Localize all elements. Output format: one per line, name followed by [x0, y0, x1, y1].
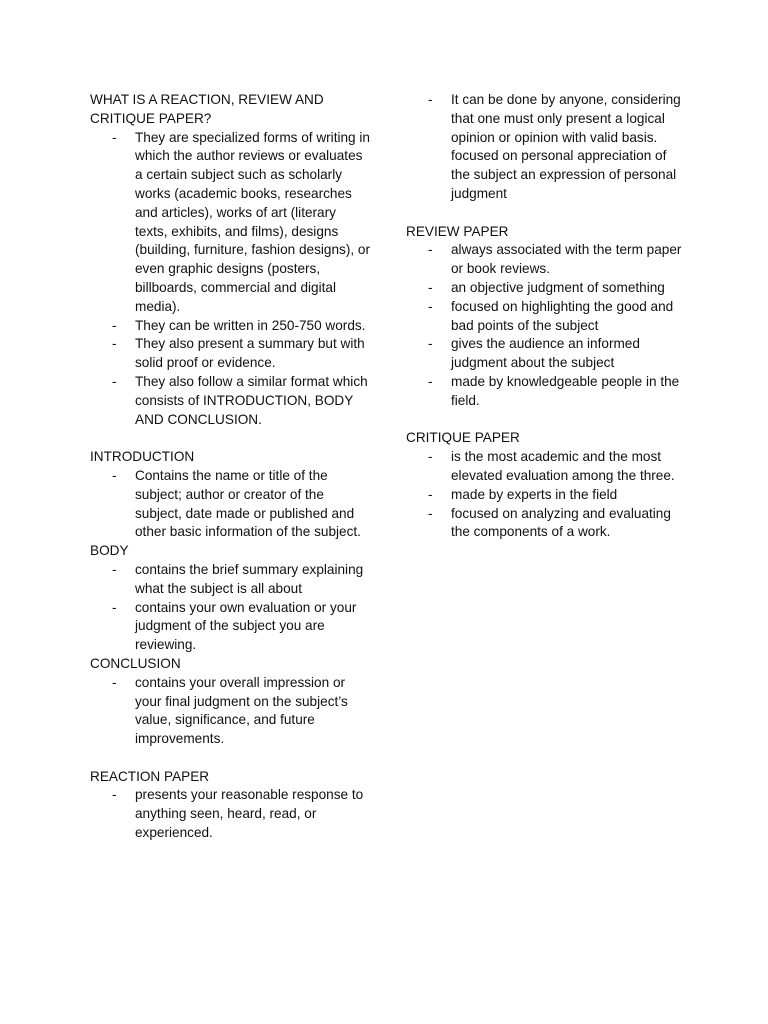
bullet-dash: - [428, 298, 433, 314]
what-is-list [90, 129, 370, 430]
body-list [90, 561, 370, 655]
list-item-text: focused on highlighting the good and bad points of the subject [451, 298, 674, 333]
list-item-text: made by experts in the field [451, 486, 618, 502]
list-item-text: contains your own evaluation or your judgment of the subject you are reviewing. [135, 599, 357, 653]
blank-line [90, 429, 370, 448]
section-heading-conclusion: CONCLUSION [90, 655, 181, 671]
list-item-text: It can be done by anyone, considering that one must only present a logical opinion or opinion with valid basis. focused on personal appreciation of the subject an expression of personal judgment [451, 92, 681, 201]
bullet-dash: - [112, 787, 117, 803]
bullet-dash: - [428, 92, 433, 107]
reaction-paper-list [90, 786, 370, 842]
list-item [406, 279, 686, 298]
list-item [406, 448, 686, 486]
bullet-dash: - [112, 373, 117, 389]
section-heading-what-is: WHAT IS A REACTION, REVIEW AND CRITIQUE PAPER? [90, 92, 324, 126]
section-heading-body: BODY [90, 543, 129, 559]
list-item [90, 373, 370, 429]
list-item-text: They also present a summary but with solid proof or evidence. [135, 336, 365, 371]
section-heading-introduction: INTRODUCTION [90, 449, 195, 465]
section-heading-reaction-paper: REACTION PAPER [90, 768, 210, 784]
left-column [90, 91, 370, 843]
review-paper-list [406, 241, 686, 410]
list-item-text: contains the brief summary explaining what the subject is all about [135, 561, 364, 596]
list-item [90, 599, 370, 655]
list-item [90, 786, 370, 842]
conclusion-list [90, 674, 370, 749]
list-item-text: contains your overall impression or your final judgment on the subject’s value, significance, and future improvements. [135, 674, 348, 747]
list-item [90, 467, 370, 542]
bullet-dash: - [428, 373, 433, 389]
list-item [406, 335, 686, 373]
list-item [90, 317, 370, 336]
bullet-dash: - [428, 242, 433, 258]
list-item [90, 674, 370, 749]
list-item-text: focused on analyzing and evaluating the components of a work. [451, 505, 671, 540]
list-item-text: always associated with the term paper or book reviews. [451, 242, 682, 277]
bullet-dash: - [112, 336, 117, 352]
list-item-text: Contains the name or title of the subject; author or creator of the subject, date made or published and other basic information of the subject. [135, 467, 361, 540]
bullet-dash: - [112, 561, 117, 577]
critique-paper-list [406, 448, 686, 542]
bullet-dash: - [112, 467, 117, 483]
list-item-text: They also follow a similar format which consists of INTRODUCTION, BODY AND CONCLUSION. [135, 373, 368, 427]
list-item [406, 91, 686, 204]
list-item-text: is the most academic and the most elevated evaluation among the three. [451, 449, 675, 483]
section-heading-critique-paper: CRITIQUE PAPER [406, 430, 520, 446]
list-item-text: They can be written in 250-750 words. [135, 317, 366, 333]
list-item-text: made by knowledgeable people in the field. [451, 373, 680, 408]
list-item [406, 241, 686, 279]
bullet-dash: - [428, 505, 433, 521]
bullet-dash: - [428, 449, 433, 465]
list-item-text: an objective judgment of something [451, 279, 665, 295]
list-item [90, 561, 370, 599]
list-item [90, 129, 370, 317]
list-item [90, 335, 370, 373]
section-heading-review-paper: REVIEW PAPER [406, 223, 509, 239]
bullet-dash: - [428, 486, 433, 502]
right-column [406, 91, 686, 542]
blank-line [406, 411, 686, 430]
list-item [406, 505, 686, 543]
introduction-list [90, 467, 370, 542]
list-item [406, 298, 686, 336]
bullet-dash: - [112, 129, 117, 145]
blank-line [90, 749, 370, 768]
bullet-dash: - [112, 599, 117, 615]
list-item [406, 486, 686, 505]
list-item-text: gives the audience an informed judgment about the subject [451, 336, 640, 371]
bullet-dash: - [112, 674, 117, 690]
list-item-text: presents your reasonable response to anything seen, heard, read, or experienced. [135, 787, 364, 841]
list-item [406, 373, 686, 411]
bullet-dash: - [112, 317, 117, 333]
blank-line [406, 204, 686, 223]
reaction-paper-list-continued [406, 91, 686, 204]
list-item-text: They are specialized forms of writing in which the author reviews or evaluates a certain subject such as scholarly works (academic books, researches and articles), works of art (literary texts, exhibits, and films), designs (building, furniture, fashion designs), or even graphic designs (posters, billboards, commercial and digital media). [135, 129, 370, 314]
bullet-dash: - [428, 279, 433, 295]
bullet-dash: - [428, 336, 433, 352]
